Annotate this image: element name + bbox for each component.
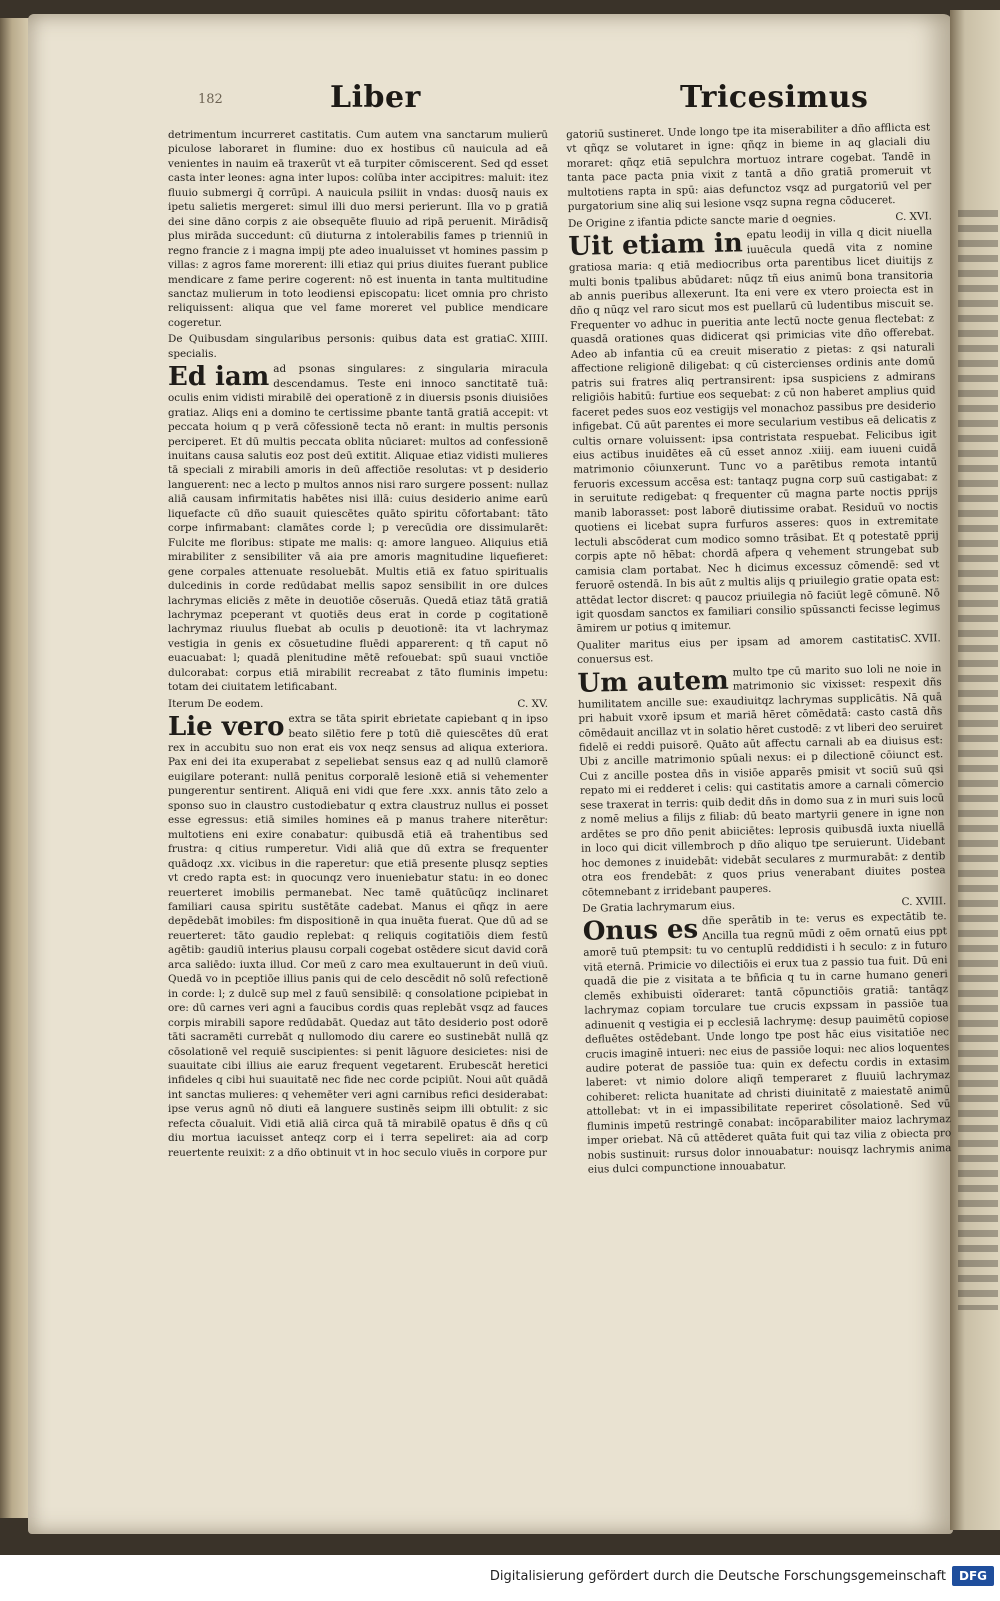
chapter-number: C. XV. xyxy=(517,697,548,710)
footer-credit: Digitalisierung gefördert durch die Deutsche Forschungsgemeinschaft xyxy=(489,1569,946,1584)
initial-words: Um autem xyxy=(577,665,729,699)
rubric-text: De Quibusdam singularibus personis: quibus data est gratia specialis. xyxy=(168,333,507,360)
page-edge-left xyxy=(0,18,30,1518)
paragraph xyxy=(568,225,940,637)
chapter-rubric xyxy=(168,697,548,711)
chapter-number: C. XVIII. xyxy=(901,895,947,909)
next-page-text-fragment xyxy=(958,210,998,1310)
paragraph xyxy=(168,362,548,694)
paragraph-text: epatu leodij in villa q dicit niuella iuuēcula quedā vita z nomine gratiosa maria: q etiā mediocribus orta parentibus licet diuitijs z multi bonis tpalibus abūdaret: nūqz tñ eius animū bona transitoria ab annis pueribus allexerunt. Ita eni vere ex vtero proiecta est in dño q nūqz vel raro sicut mos est puellarū cū ludentibus miscuit se. Frequenter vo adhuc in pueritia ante lectū nocte genua flectebat: z quasdā orationes quas didicerat qsi primicias vite dño offerebat. Adeo ab infantia cū ea creuit miseratio z pietas: z qsi naturali affectione religionē diligebat: q cū cistercienses ordinis ante domū patris sui fratres aliq pertransirent: ipsa suspiciens z admirans religiōis habitū: furtiue eos sequebat: z cū non haberet amplius quid faceret pedes suos eoz vestigijs vel monachoz passibus pre desiderio infigebat. Cū aūt parentes ei more secularium vestibus eā delicatis z cultis ornare voluissent: ipsa contristata respuebat. Felicibus igit eius actibus inuidētes eā cū esset annoz .xiiij. eam iuueni cuidā matrimonio cōiunxerunt. Tunc vo a parētibus remota intantū feruoris excessum accēsa est: tantaqz pugna corp suū castigabat: z in seruitute redigebat: q frequenter cū magna parte noctis pprijs manib laborasset: post laborē diutissime orabat. Residuū vo noctis quotiens ei licebat supra furfuros asseres: quos in extremitate lectuli abscōderat cum modico somno trāsibat. Et q potestatē pprij corpis apte nō hēbat: chordā afpera q vehement strungebat sub camisia clam portabat. Nec h dicimus excessuz cōmendē: sed vt feruorē ostendā. In bis aūt z multis alijs q priuilegio gratie opata est: attēdat lector discret: q paucoz priuilegia nō faciūt legē cōmunē. Nō igit quosdam sanctos ex familiari consilio spūssancti fecisse legimus āmirem ur potius q imitemur. xyxy=(568,225,941,636)
paragraph-text: extra se tāta spirit ebrietate capiebant q in ipso beato silētio fere p totū diē quiescētes dū erat rex in accubitu suo non erat eis vox neqz sensus ad aliqua exteriora. Pax eni dei ita exuperabat z sepeliebat sensus eaz q ad nullū clamorē euigilare poterant: nullā penitus corporalē lesionē etiā si vehementer pungerentur sentirent. Aliquā eni vidi que fere .xxx. annis tāto zelo a sponso suo in claustro custodiebatur q extra claustruz nullus ei posset esse egressus: etiā similes homines eā p manus trahere niterētur: multotiens eni exire conabatur: quibusdā etiā eā trahentibus sed frustra: q citius rumperetur. Vidi aliā que dū extra se frequenter quādoqz .xx. vicibus in die raperetur: que etiā presente plusqz septies vt credo rapta est: in quocunqz vero inueniebatur statu: in eo donec reuerteret imobilis permanebat. Nec tamē quātūcūqz inclinaret familiari causa spiritu sustētāte cadebat. Manus ei qñqz in aere depēdebāt imobiles: fm dispositionē in qua inuēta fuerat. Que dū ad se reuerteret: tāto gaudio replebat: q reliquis cogitatiōis diem festū agētib: gaudiū interius plausu corpali cogebat ostēdere sicut david corā arca saliēdo: iuxta illud. Cor meū z caro mea exultauerunt in deū viuū. Quedā vo in pceptiōe illius panis qui de celo descēdit nō solū refectionē in corde: l; z dulcē sup mel z fauū sensibilē: q consolatione pcipiebat in ore: dū carnes veri agni a faucibus cordis quas replebāt vsqz ad fauces corpis mirabili sapore redūdabāt. Quedaz aut tāto desiderio post odorē tāti sacramēti currebāt q nullomodo diu carere eo sustinebāt nullā qz cōsolationē vel requiē suscipientes: si penit lāguore desicietes: nisi de suauitate cibi illius aie earuz frequent vegetarent. Erubescāt heretici infideles q cibi hui suauitatē nec fide nec corde pcipiūt. Noui aūt quādā int sanctas mulieres: q vehemēter veri agni carnibus refici desiderabat: ipse verus agnū nō diuti eā languere sustinēs seipm illi obtulit: z sic refecta cōualuit. Vidi etiā aliā circa quā tā mirabilē opatus ē dñs q cū diu mortua iacuisset anteqz corp ei i terra sepeliret: aia ad corp reuertente reuixit: z a dño obtinuit vt in hoc seculo viuēs in corpore pur xyxy=(168,713,548,1159)
paragraph xyxy=(168,712,548,1160)
initial-words: Onus es xyxy=(582,914,699,948)
paragraph-text: multo tpe cū marito suo loli ne noie in matrimonio sic vixisset: respexit dñs humilitatem ancille sue: exaudiuitqz lachrymas supplicātis. Nā quā pri habuit vxorē ipsum et mariā hēret cōmēdatā: casto castā dñs cōmēdauit ancillaz vt in solatio hēret custodē: z vt liberi deo seruiret fidelē ei reddi puisorē. Quāto aūt affectu carnali ab ea diuisus est: Ubi z ancille matrimonio spūali nexus: ei p dilectionē cōiunct est. Cui z ancille postea dñs in visiōe apparēs pmisit vt sociū suū qsi repato mi ei redderet i celis: qui castitatis amore a carnali cōmercio sese traxerat in terris: quib dedit dñs in domo sua z in muri suis locū z nomē melius a filijs z filiab: dū beato martyrii genere in igne non ardētes se pro dño penit abiiciētes: leprosis quibusdā iuxta niuellā in loco qui dicit villembroch p dño aliquo tpe seruierunt. Uidebant hoc demones z inuidebāt: videbāt seculares z murmurabāt: z dentib otra eos frendebāt: z quos prius venerabant diuites postea cōtemnebant z irridebant pauperes. xyxy=(577,662,946,899)
rubric-text: Qualiter maritus eius per ipsam ad amorem castitatis conuersus est. xyxy=(576,632,901,667)
chapter-number: C. XIIII. xyxy=(506,333,548,346)
left-text-column xyxy=(168,128,548,1318)
footer-bar xyxy=(0,1555,1000,1601)
next-page-edge xyxy=(950,10,1000,1530)
initial-words: Ed iam xyxy=(168,362,270,393)
paragraph xyxy=(577,661,946,900)
chapter-rubric xyxy=(168,332,548,361)
paragraph-text: ad psonas singulares: z singularia miracula descendamus. Teste eni innoco sanctitatē tuā: oculis enim vidisti mirabilē dei operationē z in diuersis psonis diuisiōes gratiaz. Aliqs eni a domino te certissime pbante tantā gratiā accepit: vt peccata hoium q p verā cōfessionē tecta nō erant: in multis personis perciperet. Et dū multis peccata oblita nūciaret: multos ad confessionē inuitans causa salutis eoz post deū extitit. Aliquae etiaz vidisti mulieres tā speciali z mirabili amoris in deū affectiōe resolutas: vt p desiderio languerent: nec a lecto p multos annos nisi raro surgere possent: nullaz aliā causam infirmitatis habētes nisi illā: cuius desiderio anime earū liquefacte cū dño suauit quiescētes quāto spiritu cōfortabant: tāto corpe infirmabant: clamātes corde l; p verecūdia ore dissimularēt: Fulcite me floribus: stipate me malis: q: amore langueo. Aliquius etiā mirabiliter z sensibiliter vā aia pre amoris magnitudine liquefieret: gene corpales attenuate resoluebāt. Multis etiā ex fatuo spiritualis dulcedinis in corde redūdabat mellis sapoz sensibilit in ore dulces lachrymas eliciēs z mēte in deuotiōe cōseruās. Quedā etiaz tātā gratiā lachrymaz pceperant vt quotiēs deus erat in corde p cogitationē lachrymaz riuulus fluebat ab oculis p deuotionē: ita vt lachrymaz vestigia in genis ex cōsuetudine fluēdi apparerent: q tñ caput nō euacuabat: l; quadā plenitudine mētē refouebat: spū suaui vnctiōe dulcorabat: corpus etiā mirabilit recreabat z tāto fluminis impetu: totam dei ciuitatem letificabant. xyxy=(168,363,548,694)
rubric-text: Iterum De eodem. xyxy=(168,697,264,710)
initial-words: Lie vero xyxy=(168,712,285,743)
paragraph-text: dñe sperātib in te: verus es expectātib te. Ancilla tua regnū mūdi z oēm ornatū eius ppt amorē tuū ptempsit: tu vo centuplū reddidisti i h seculo: z in futuro vitā eternā. Primicie vo dilectiōis ei erux tua z passio tua fuit. Dū eni quadā die pie z visitata a te bñficia q tu in carne humano generi clemēs exhibuisti oīderaret: tantā cōpunctiōis gratiā: tantāqz lachrymaz copiam torculare tue crucis expssam in passiōe tua adinuenit q vestigia ei p ecclesiā lachrymę: desup pauimētū copiose defluētes ostēdebant. Unde longo tpe post hāc eius visitatiōe nec crucis imaginē intueri: nec eius de passiōe loqui: nec alios loquentes audire poterat de passiōe tua: quin ex defectu cordis in extasim laberet: vt nimio dolore aliqñ temperaret z fluuiū lachrymaz cohiberet: relicta huanitate ad christi diuinitatē z maiestatē animū attollebat: vt in ei impassibilitate reperiret cōsolationē. Sed vū fluminis impetū restringē conabat: incōparabiliter maioz lachrymaz imper oriebat. Nā cū attēderet quāta fuit qui taz vilia z obiecta pro nobis sustinuit: rursus dolor innouabatur: nouisqz lachrymis anima eius dulci compunctione innouabatur. xyxy=(583,910,952,1176)
chapter-number: C. XVI. xyxy=(895,210,933,223)
running-header-left: Liber xyxy=(330,80,421,115)
rubric-text: De Origine z ifantia pdicte sancte marie d oegnies. xyxy=(567,212,836,230)
paragraph: gatoriū sustineret. Unde longo tpe ita miserabiliter a dño afflicta est vt qñqz se volutaret in igne: qñqz in bieme in aq glaciali diu moraret: qñqz etiā sepulchra mortuoz intrare cogebat. Tandē in tanta pace pacta pnia vixit z tantā a dño gratiā promeruit vt multotiens rapta in spū: aias defunctoz vsqz ad purgatoriū vel per purgatorium sine aliq sui lesione vsqz supna regna cōduceret. xyxy=(566,121,932,214)
folio-number: 182 xyxy=(198,92,223,107)
paragraph: detrimentum incurreret castitatis. Cum autem vna sanctarum mulierū piculose laboraret in flumine: duo ex hostibus cū nauicula ad eā venientes in nauim eā traxerūt vt eā turpiter cōmiscerent. Sed qd esset casta inter leones: agna inter lupos: colūba inter accipitres: maluit: itez fluuio submergi q̄ corrūpi. A nauicula psiliit in vndas: duosq̄ nauis ex ipetu salietis mergeret: simul illi duo mersi perierunt. Illa vo p gratiā dei sine dāno corpis z aie obsequēte fluuio ad ripā peruenit. Mirādisq̄ plus mirāda succedunt: cū diuturna z intolerabilis fames p trienniū in regno francie z i magna impij pte adeo inualuisset vt homines passim p villas: z agros fame morerent: illi etiaz qui prius diuites fuerant publice mendicare z fame perire cogerent: nō est inuenta in tanta multitudine sanctaz mulierum in toto leodiensi episcopatu: licet omnia pro christo reliquissent: aliqua que vel fame moreret vel publice mendicare cogeretur. xyxy=(168,129,548,329)
dfg-logo: DFG xyxy=(952,1566,994,1586)
rubric-text: De Gratia lachrymarum eius. xyxy=(582,899,736,915)
chapter-number: C. XVII. xyxy=(900,632,941,645)
initial-words: Uit etiam in xyxy=(568,228,744,263)
right-text-column xyxy=(566,120,955,1332)
paragraph xyxy=(583,910,952,1178)
running-header-right: Tricesimus xyxy=(680,80,869,115)
